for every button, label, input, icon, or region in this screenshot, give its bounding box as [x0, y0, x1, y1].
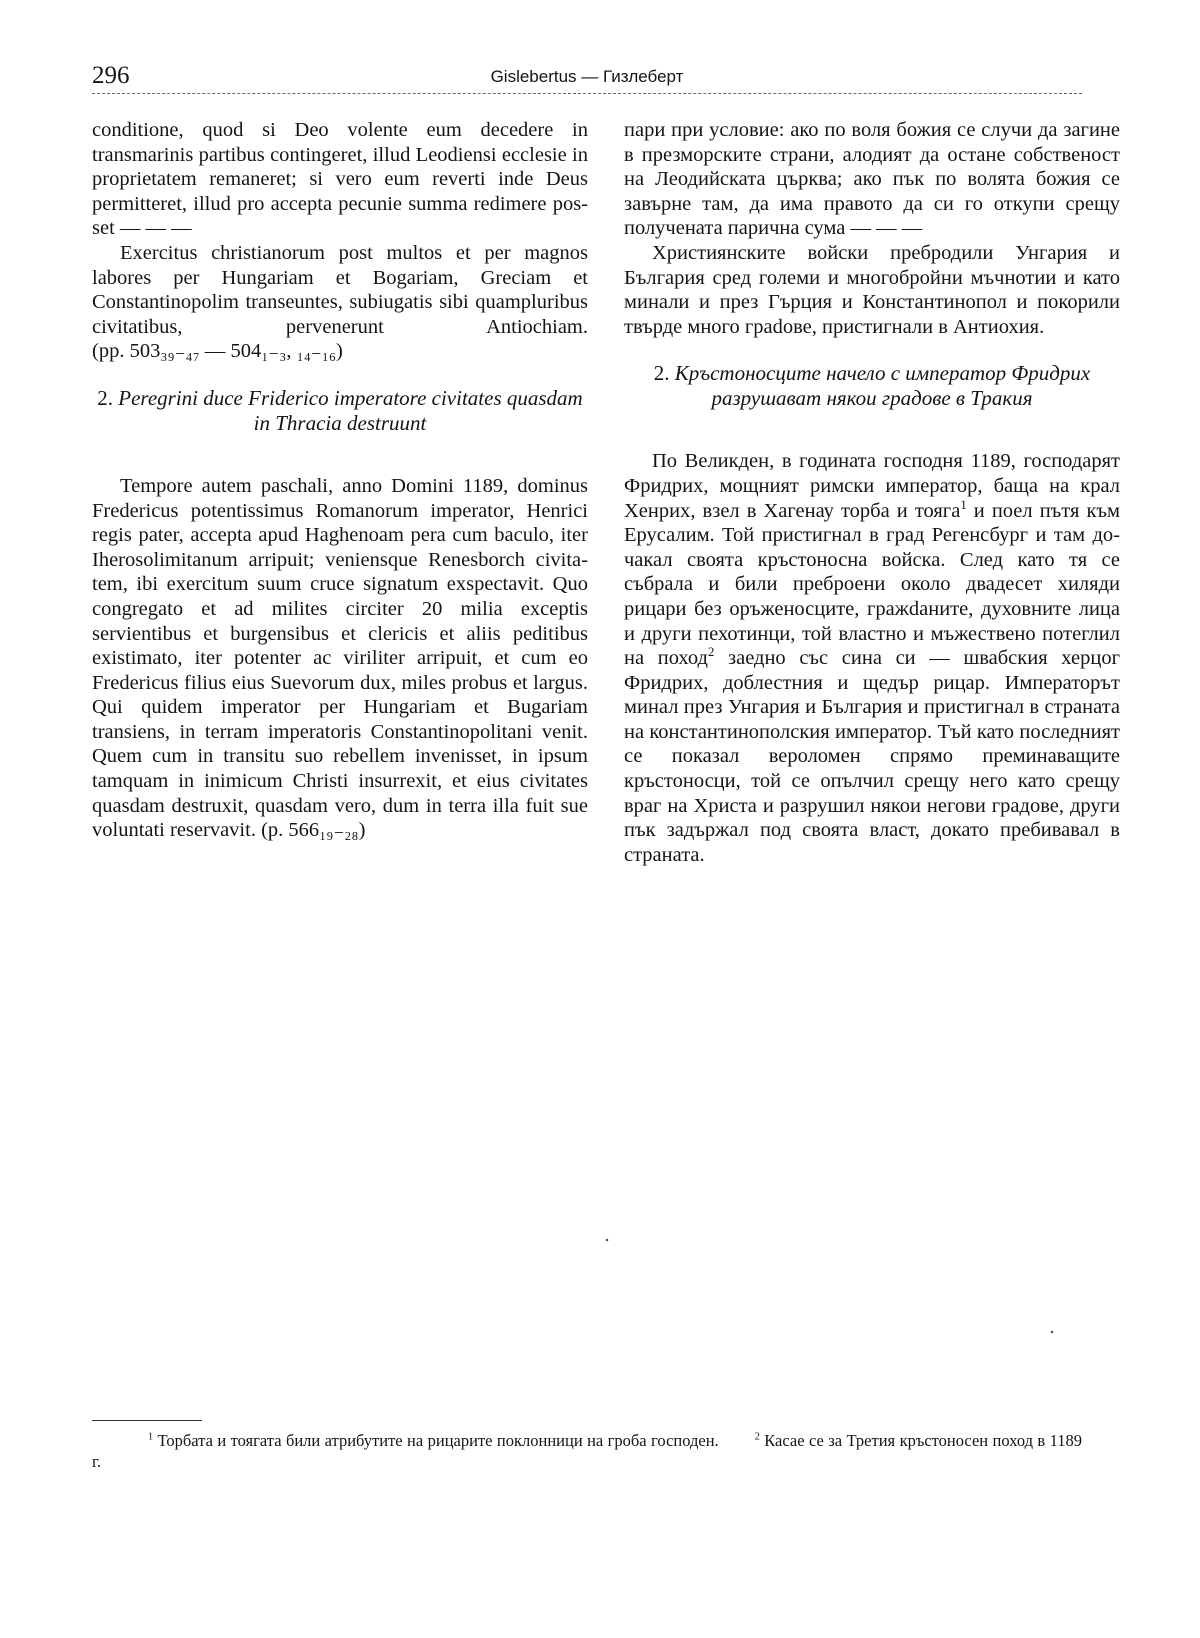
bulgarian-heading-number: 2. — [653, 361, 670, 386]
footnote-2-mark: 2 — [754, 1431, 760, 1443]
latin-paragraph-3-citation: (p. 566₁₉₋₂₈) — [261, 819, 366, 842]
footnote-1-mark: 1 — [148, 1431, 154, 1443]
footnote-1 — [92, 1431, 719, 1450]
bulgarian-paragraph-2: Християнските войски пребродили Унгария и България сред големи и многобройни мъчнотии и като минали и през Гърция и Константинопол и покорили твърде много граdове, пристигнали в Антиохия. — [624, 241, 1120, 338]
running-head: Gislebertus — Гизлеберт — [490, 67, 684, 86]
footnotes — [92, 1430, 1082, 1472]
latin-paragraph-2-citation: (pp. 503₃₉₋₄₇ — 504₁₋₃, ₁₄₋₁₆) — [92, 340, 343, 363]
footnote-1-text: Торбата и тоягата били атрибутите на рицарите поклонници на гроба господен. — [157, 1431, 719, 1450]
latin-paragraph-2-text: Exercitus christianorum post multos et per magnos labores per Hungariam et Bogariam, Greciam et Constantinopolim transeuntes, subiugatis sibi quampluribus civitatibus, pervenerunt Antiochiam. — [92, 241, 588, 338]
latin-paragraph-3-text: Tempore autem paschali, anno Domini 1189, dominus Fredericus potentissimus Romanorum imperator, Henrici regis pater, accepta apud Haghenoam pera cum baculo, iter Iherosolimitanum arripuit; veniensque Renesborch civitatem, ibi exercitum suum cruce signatum exspectavit. Quo congregato et ad milites circiter 20 milia exceptis servientibus et burgensibus et clericis et aliis peditibus existimato, iter potenter ac viriliter arripuit, et cum eo Fredericus filius eius Suevorum dux, miles probus et largus. Qui quidem imperator per Hungariam et Bugariam transiens, in terram imperatoris Constantinopolitani venit. Quem cum in transitu suo rebellem invenisset, in ipsum tamquam in inimicum Christi insurrexit, et eius civitates quasdam destruxit, quasdam vero, dum in terra illa fuit sue voluntati reservavit. — [92, 474, 588, 842]
footnote-rule — [92, 1420, 202, 1421]
latin-heading-number: 2. — [97, 385, 114, 410]
footnote-2-text: Касае се за Третия кръстоносен поход в 1189 г. — [92, 1431, 1083, 1471]
bulgarian-paragraph-3-part-c: заедно със сина си — швабския херцог Фридрих, доблестния и щедър рицар. Императорът минал през Унгария и България и пристигнал в страната на константинополския император. Тъй като последният се показал вероломен спрямо преминаващите кръстоносци, той се опълчил срещу него като срещу враг на Христа и разрушил някои негови градове, други пък задържал под своята власт, докато пребивавал в страната. — [624, 647, 1120, 866]
footnote-ref-1: 1 — [960, 497, 967, 512]
footnote-ref-2: 2 — [708, 645, 715, 660]
latin-paragraph-1: conditione, quod si Deo volente eum decedere in transmarinis partibus contingeret, illud Leodiensi ecclesie in proprietatem remaneret; si vero eum reverti inde Deus permitteret, illud pro accepta pecunie summa redimere posset — — — — [92, 119, 588, 240]
scan-speck — [606, 1239, 609, 1242]
bulgarian-paragraph-3-part-b: и поел пътя към Ерусалим. Той пристигнал в град Регенсбург и там дочакал своята кръстоносна войска. След като тя се събрала и били преброени около двадесет хиляди рицари без оръженосците, гражdаните, духовните лица и други пехотинци, той властно и мъжествено потеглил на поход — [624, 499, 1120, 670]
bulgarian-paragraph-1: пари при условие: ако по воля божия се случи да загине в презморските страни, алодият да остане собственост на Леодийската църква; ако пък по волята божия се завърне там, да има правото да си го откупи срещу получената парична сума — — — — [624, 119, 1120, 240]
page-number: 296 — [92, 62, 130, 89]
bulgarian-heading-text: Кръстоносците начело с император Фридрих разрушават някои градове в Тракия — [674, 361, 1091, 411]
scan-speck — [1051, 1331, 1054, 1334]
latin-heading-text: Peregrini duce Friderico imperatore civitates quasdam in Thracia destruunt — [118, 385, 583, 435]
bulgarian-paragraph-3-part-a: По Великден, в годината господня 1189, господарят Фридрих, мощният римски император, баща на крал Хенрих, взел в Хагенау торба и тояга — [624, 450, 1120, 522]
